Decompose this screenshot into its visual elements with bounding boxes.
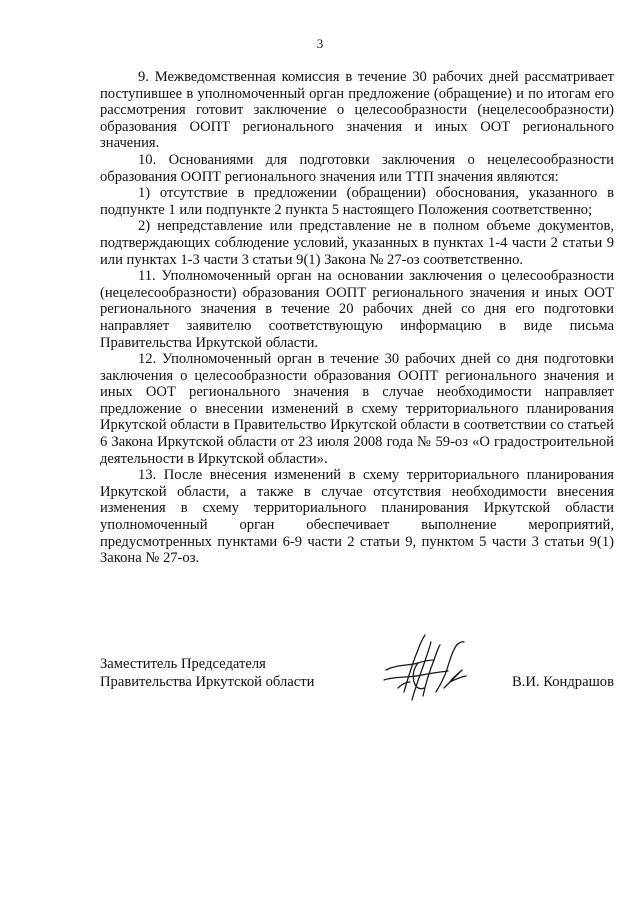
paragraph-10-item-1: 1) отсутствие в предложении (обращении) обоснования, указанного в подпункте 1 или подпункте 2 пункта 5 настоящего Положения соответственно; [100, 185, 614, 218]
paragraph-11: 11. Уполномоченный орган на основании заключения о целесообразности (нецелесообразности) образования ООПТ регионального значения и иных ООТ регионального значения в течение 20 рабочих дней со дня его подготовки направляет заявителю соответствующую информацию в виде письма Правительства Иркутской области. [100, 268, 614, 351]
paragraph-13: 13. После внесения изменений в схему территориального планирования Иркутской области, а также в случае отсутствия необходимости внесения изменения в схему территориального планирования Иркутской области уполномоченный орган обеспечивает выполнение мероприятий, предусмотренных пунктами 6-9 части 2 статьи 9, пунктом 5 части 3 статьи 9(1) Закона № 27-оз. [100, 467, 614, 567]
signature-block [100, 655, 614, 715]
paragraph-9: 9. Межведомственная комиссия в течение 30 рабочих дней рассматривает поступившее в уполномоченный орган предложение (обращение) и по итогам его рассмотрения готовит заключение о целесообразности (нецелесообразности) образования ООПТ регионального значения и иных ООТ регионального значения. [100, 69, 614, 152]
paragraph-10: 10. Основаниями для подготовки заключения о нецелесообразности образования ООПТ регионального значения или ТТП значения являются: [100, 151, 614, 185]
paragraph-10-item-2: 2) непредставление или представление не в полном объеме документов, подтверждающих соблюдение условий, указанных в пунктах 1-4 части 2 статьи 9 или пунктах 1-3 части 3 статьи 9(1) Закона № 27-оз соответственно. [100, 218, 614, 268]
document-body [100, 69, 614, 567]
signatory-title [100, 655, 314, 691]
signatory-title-line-1: Заместитель Председателя [100, 656, 266, 672]
signatory-name: В.И. Кондрашов [512, 674, 614, 690]
handwritten-signature [378, 630, 473, 710]
paragraph-12: 12. Уполномоченный орган в течение 30 рабочих дней со дня подготовки заключения о целесообразности образования ООПТ регионального значения и иных ООТ регионального значения в случае необходимости направляет предложение о внесении изменений в схему территориального планирования Иркутской области в Правительство Иркутской области в соответствии со статьей 6 Закона Иркутской области от 23 июля 2008 года № 59-оз «О градостроительной деятельности в Иркутской области». [100, 351, 614, 467]
signatory-title-line-2: Правительства Иркутской области [100, 674, 315, 690]
page-number: 3 [316, 36, 324, 51]
